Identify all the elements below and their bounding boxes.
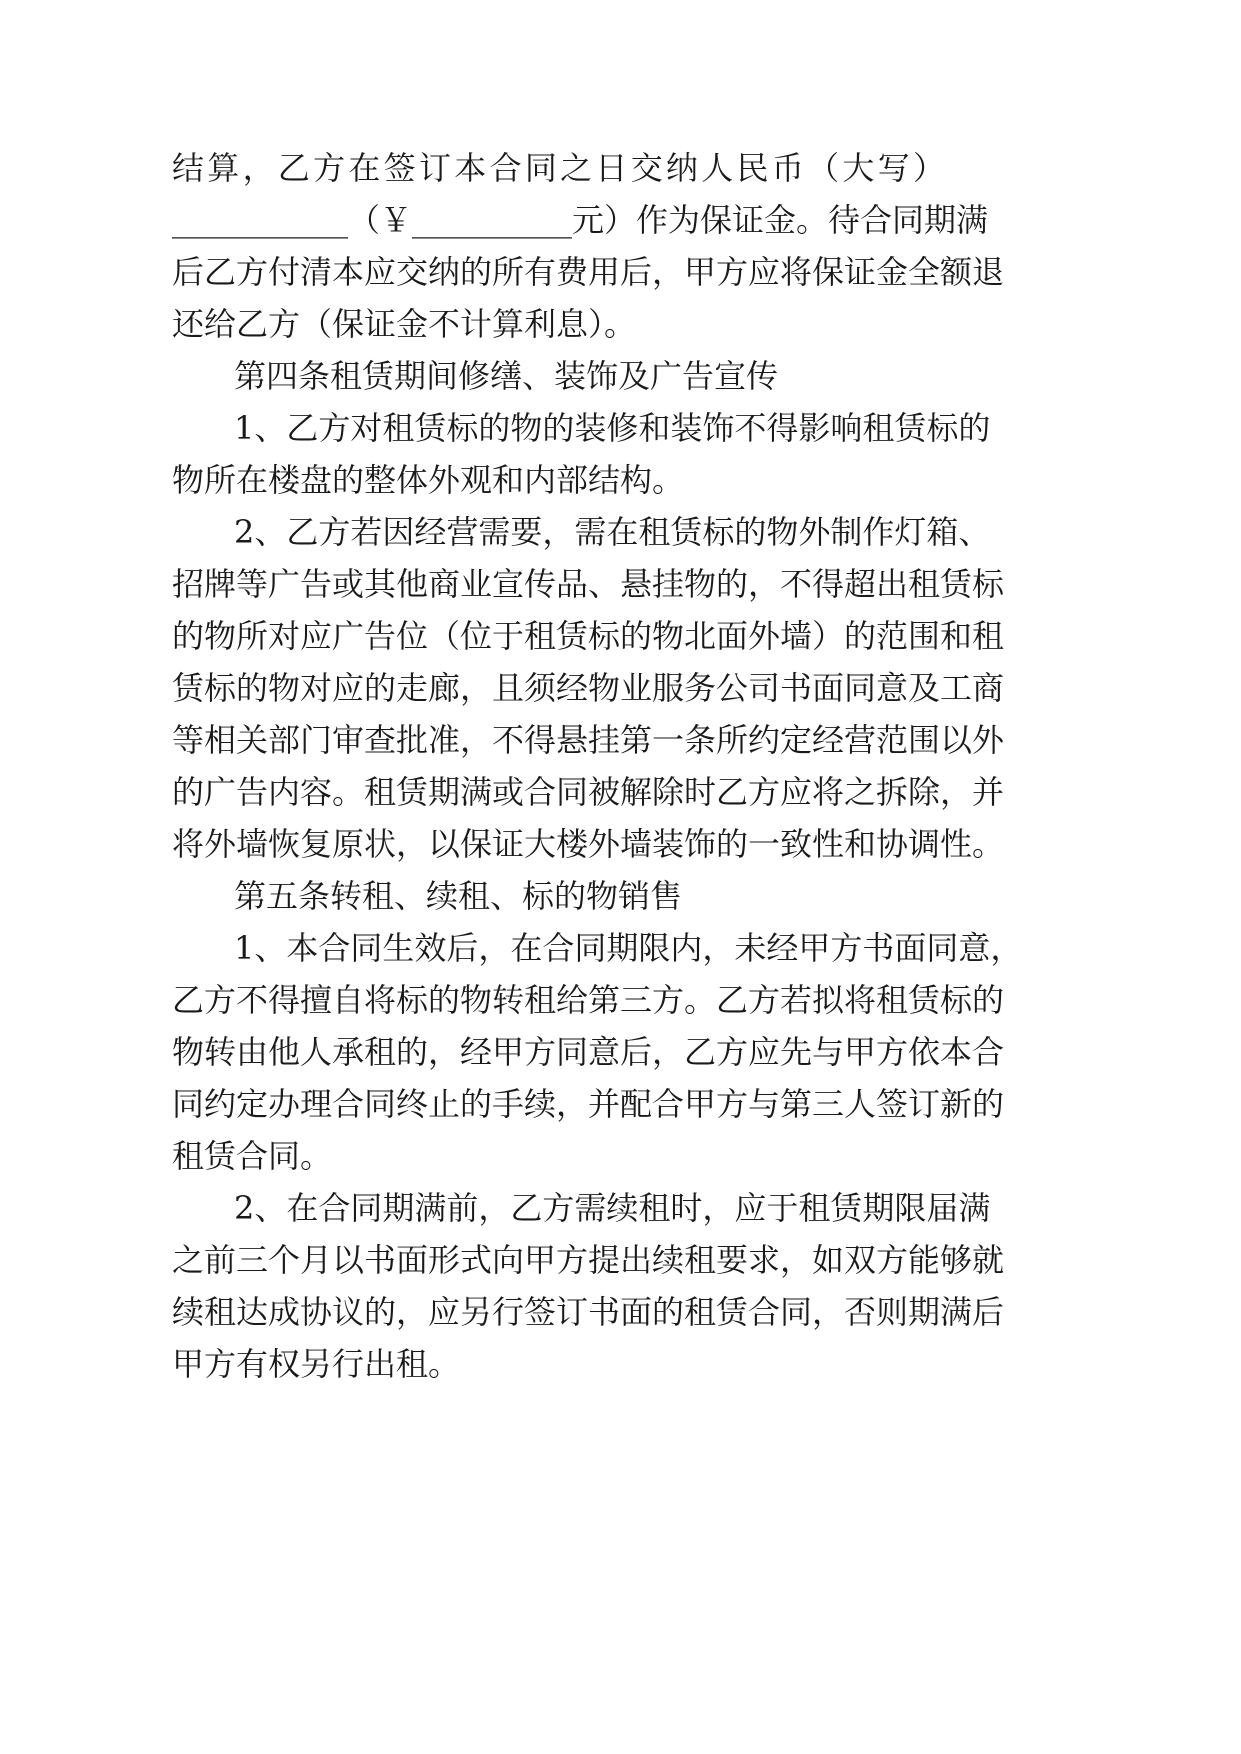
text-line: 物所在楼盘的整体外观和内部结构。 — [172, 461, 685, 499]
text-line: 续租达成协议的，应另行签订书面的租赁合同，否则期满后 — [172, 1293, 1005, 1331]
text-line: 甲方有权另行出租。 — [172, 1345, 461, 1383]
text-line: 2、在合同期满前，乙方需续租时，应于租赁期限届满 — [234, 1189, 991, 1227]
text-line: 等相关部门审查批准，不得悬挂第一条所约定经营范围以外 — [172, 721, 1005, 759]
text-line: 之前三个月以书面形式向甲方提出续租要求，如双方能够就 — [172, 1241, 1005, 1279]
text-line: 1、乙方对租赁标的物的装修和装饰不得影响租赁标的 — [234, 409, 991, 447]
text-line: 赁标的物对应的走廊，且须经物业服务公司书面同意及工商 — [172, 669, 1005, 707]
text-line: ___________（￥__________元）作为保证金。待合同期满 — [172, 201, 989, 239]
text-line: 1、本合同生效后，在合同期限内，未经甲方书面同意， — [234, 929, 1023, 967]
text-line: 2、乙方若因经营需要，需在租赁标的物外制作灯箱、 — [234, 513, 991, 551]
section-heading: 第五条转租、续租、标的物销售 — [234, 877, 683, 915]
text-line: 的广告内容。租赁期满或合同被解除时乙方应将之拆除，并 — [172, 773, 1005, 811]
text-line: 招牌等广告或其他商业宣传品、悬挂物的，不得超出租赁标 — [172, 565, 1005, 603]
section-heading: 第四条租赁期间修缮、装饰及广告宣传 — [234, 357, 779, 395]
text-line: 的物所对应广告位（位于租赁标的物北面外墙）的范围和租 — [172, 617, 1005, 655]
text-line: 将外墙恢复原状，以保证大楼外墙装饰的一致性和协调性。 — [172, 825, 1005, 863]
text-line: 还给乙方（保证金不计算利息）。 — [172, 305, 637, 343]
text-line: 结算，乙方在签订本合同之日交纳人民币（大写） — [172, 149, 945, 187]
text-line: 同约定办理合同终止的手续，并配合甲方与第三人签订新的 — [172, 1085, 1005, 1123]
text-line: 租赁合同。 — [172, 1137, 333, 1175]
text-line: 后乙方付清本应交纳的所有费用后，甲方应将保证金全额退 — [172, 253, 1005, 291]
text-line: 物转由他人承租的，经甲方同意后，乙方应先与甲方依本合 — [172, 1033, 1005, 1071]
text-line: 乙方不得擅自将标的物转租给第三方。乙方若拟将租赁标的 — [172, 981, 1005, 1019]
